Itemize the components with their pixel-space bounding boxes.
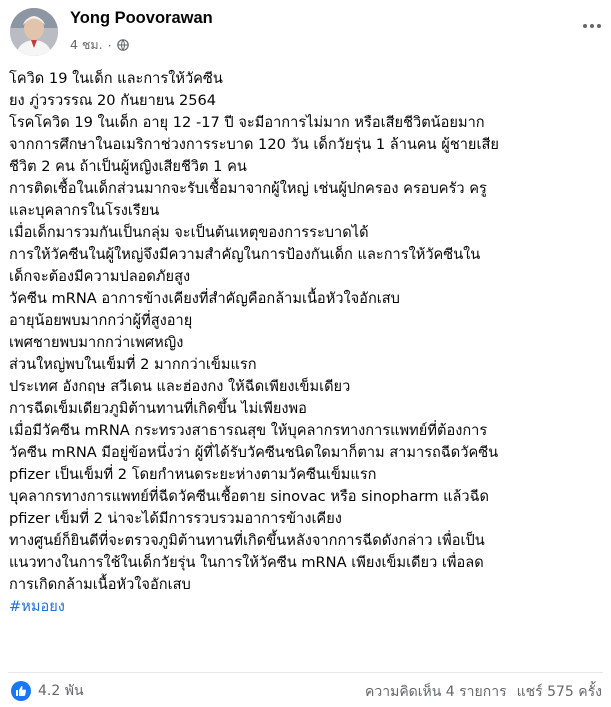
post-line: ส่วนใหญ่พบในเข็มที่ 2 มากกว่าเข็มแรก <box>9 356 257 373</box>
post-line: ชีวิต 2 คน ถ้าเป็นผู้หญิงเสียชีวิต 1 คน <box>9 158 247 175</box>
globe-icon <box>117 39 129 51</box>
post-line: จากการศึกษาในอเมริกาช่วงการระบาด 120 วัน เด็กวัยรุ่น 1 ล้านคน ผู้ชายเสีย <box>9 136 499 153</box>
engagement-stats <box>365 681 602 703</box>
post-line: การฉีดเข็มเดียวภูมิต้านทานที่เกิดขึ้น ไม่เพียงพอ <box>9 400 307 417</box>
post-line: pfizer เป็นเข็มที่ 2 โดยกำหนดระยะห่างตามวัคซีนเข็มแรก <box>9 466 377 483</box>
comments-count-link[interactable]: ความคิดเห็น 4 รายการ <box>365 684 507 700</box>
avatar-image <box>10 8 58 56</box>
post-line: ยง ภู่วรวรรณ 20 กันยายน 2564 <box>9 92 217 109</box>
hashtag-link[interactable]: #หมอยง <box>9 598 65 615</box>
post-footer <box>8 679 605 703</box>
like-icon <box>11 681 31 701</box>
post-line: เด็กจะต้องมีความปลอดภัยสูง <box>9 268 191 285</box>
post-line: และบุคลากรในโรงเรียน <box>9 202 160 219</box>
post-line: ประเทศ อังกฤษ สวีเดน และฮ่องกง ให้ฉีดเพียงเข็มเดียว <box>9 378 351 395</box>
post-line: แนวทางในการใช้ในเด็กวัยรุ่น ในการให้วัคซีน mRNA เพียงเข็มเดียว เพื่อลด <box>9 554 484 571</box>
post-line: เมื่อมีวัคซีน mRNA กระทรวงสาธารณสุข ให้บุคลากรทางการแพทย์ที่ต้องการ <box>9 422 488 439</box>
footer-divider <box>8 672 603 673</box>
more-horizontal-icon <box>583 24 601 28</box>
reaction-count: 4.2 พัน <box>38 683 84 699</box>
post-line: การให้วัคซีนในผู้ใหญ่จึงมีความสำคัญในการป้องกันเด็ก และการให้วัคซีนใน <box>9 246 481 263</box>
post-line: โรคโควิด 19 ในเด็ก อายุ 12 -17 ปี จะมีอาการไม่มาก หรือเสียชีวิตน้อยมาก <box>9 114 485 131</box>
post-line: การติดเชื้อในเด็กส่วนมากจะรับเชื้อมาจากผู้ใหญ่ เช่นผู้ปกครอง ครอบครัว ครู <box>9 180 487 197</box>
post-options-button[interactable] <box>578 12 606 40</box>
post-line: ทางศูนย์ก็ยินดีที่จะตรวจภูมิต้านทานที่เกิดขึ้นหลังจากการฉีดดังกล่าว เพื่อเป็น <box>9 532 485 549</box>
post-line: การเกิดกล้ามเนื้อหัวใจอักเสบ <box>9 576 191 593</box>
author-name[interactable]: Yong Poovorawan <box>70 9 213 27</box>
post-line: อายุน้อยพบมากกว่าผู้ที่สูงอายุ <box>9 312 193 329</box>
post-line: เมื่อเด็กมารวมกันเป็นกลุ่ม จะเป็นต้นเหตุของการระบาดได้ <box>9 224 369 241</box>
author-avatar[interactable] <box>10 8 58 56</box>
post-text <box>9 68 607 618</box>
meta-separator: · <box>107 37 112 53</box>
post-line: วัคซีน mRNA อาการข้างเคียงที่สำคัญคือกล้ามเนื้อหัวใจอักเสบ <box>9 290 400 307</box>
post-line: pfizer เข็มที่ 2 น่าจะได้มีการรวบรวมอาการข้างเคียง <box>9 510 342 527</box>
post-line: โควิด 19 ในเด็ก และการให้วัคซีน <box>9 70 223 87</box>
post-line: วัคซีน mRNA มีอยู่ข้อหนึ่งว่า ผู้ที่ได้รับวัคซีนชนิดใดมาก็ตาม สามารถฉีดวัคซีน <box>9 444 499 461</box>
post-time[interactable]: 4 ชม. <box>70 37 103 52</box>
post-meta <box>70 35 129 55</box>
post-line: เพศชายพบมากกว่าเพศหญิง <box>9 334 184 351</box>
post-header <box>8 6 608 58</box>
reactions-summary[interactable] <box>11 680 84 702</box>
post-line: บุคลากรทางการแพทย์ที่ฉีดวัคซีนเชื้อตาย sinovac หรือ sinopharm แล้วฉีด <box>9 488 490 505</box>
shares-count-link[interactable]: แชร์ 575 ครั้ง <box>516 684 602 700</box>
